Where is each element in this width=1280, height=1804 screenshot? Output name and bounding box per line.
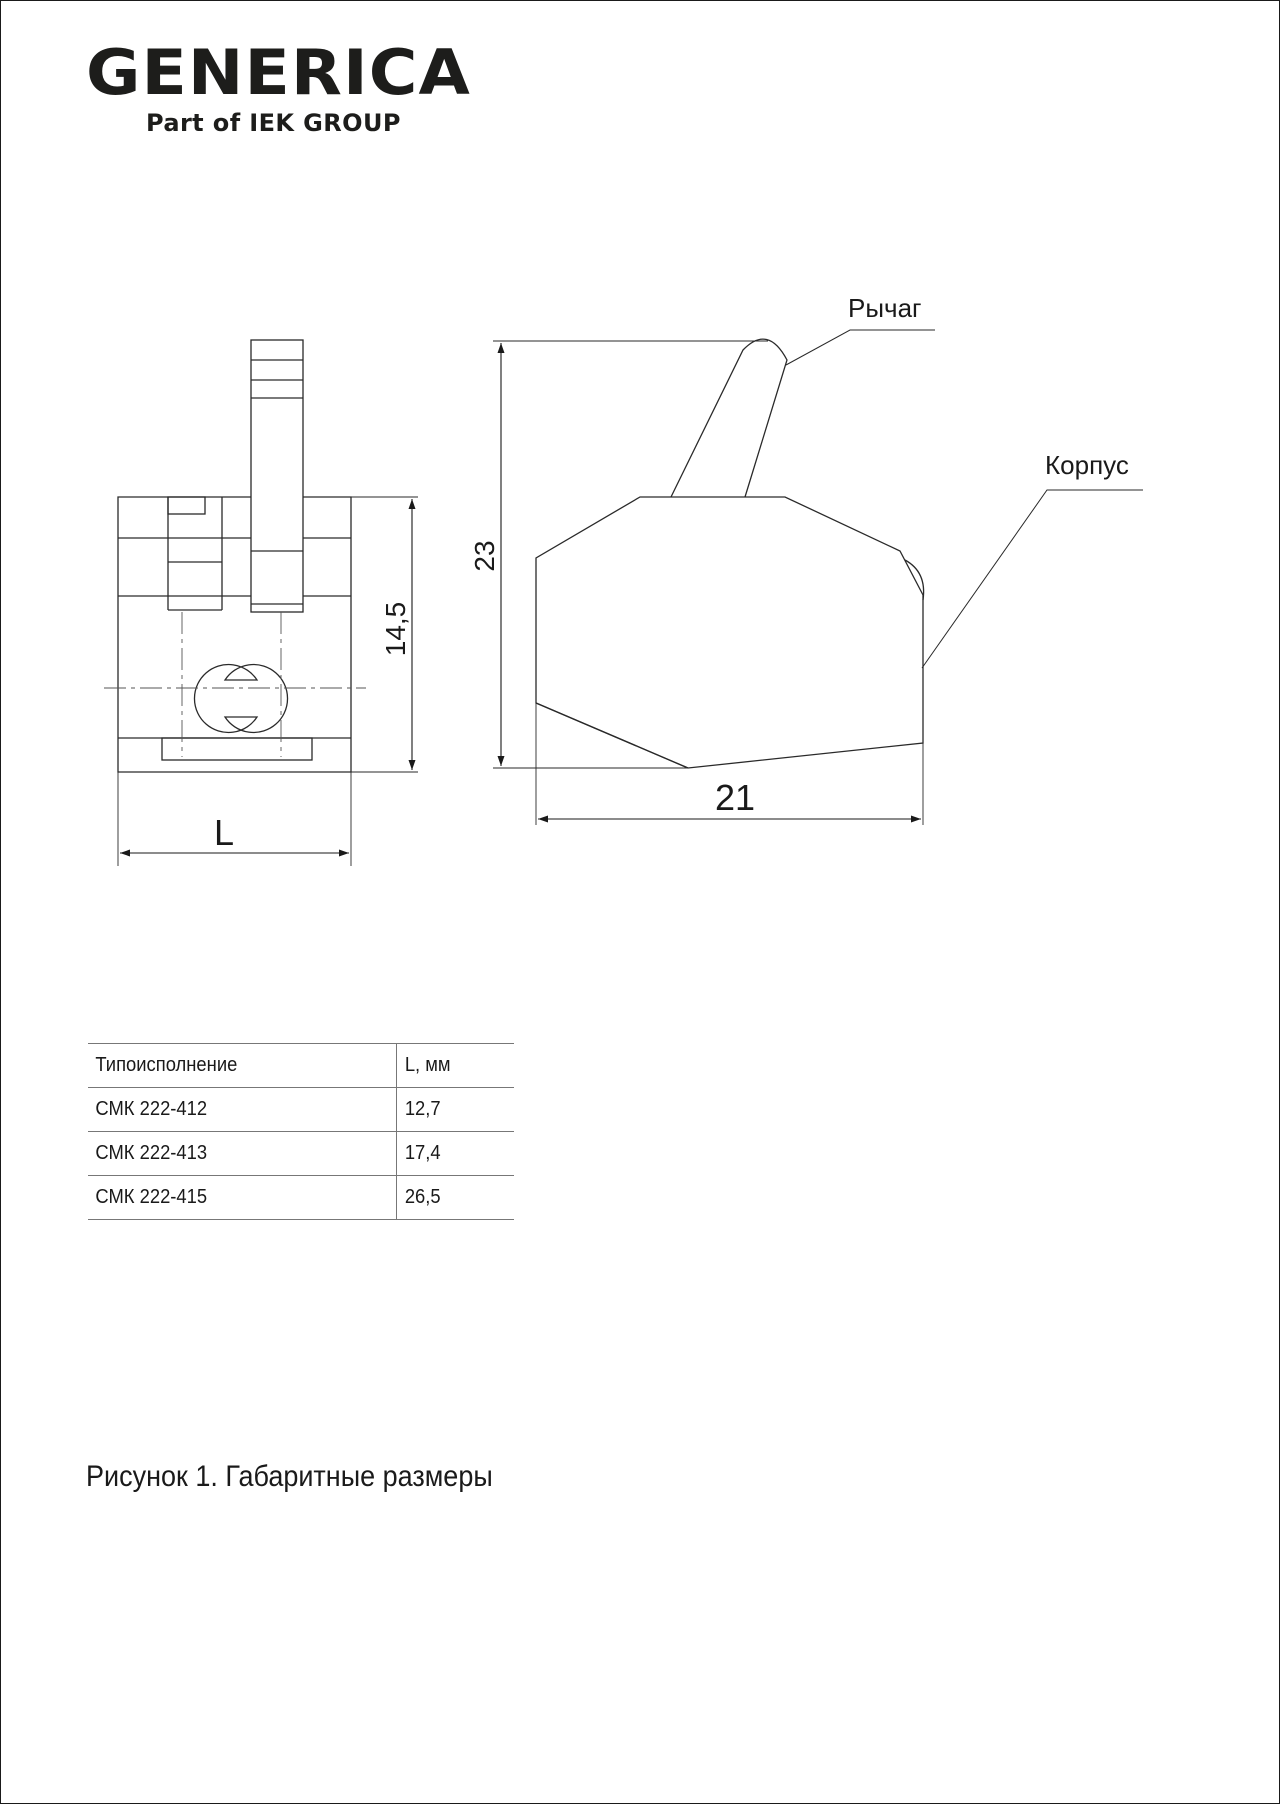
table-row: [88, 1132, 514, 1176]
side-lever: [671, 339, 787, 497]
table-cell-type: СМК 222-412: [88, 1088, 372, 1132]
spec-table: [88, 1043, 514, 1220]
front-lever: [251, 340, 303, 612]
side-width-label: 21: [714, 777, 756, 818]
side-view: [493, 330, 1143, 825]
front-view: [104, 340, 418, 866]
centre-lines: [104, 612, 366, 757]
body-leader-line: [922, 490, 1143, 668]
brand-tagline: Part of IEK GROUP: [146, 109, 401, 137]
side-height-label: 23: [469, 540, 500, 572]
table-cell-type: СМК 222-413: [88, 1132, 372, 1176]
table-cell-length: 12,7: [397, 1088, 505, 1132]
body-callout: Корпус: [1045, 450, 1129, 480]
table-cell-length: 26,5: [397, 1176, 505, 1220]
brand-name: GENERICA: [86, 36, 471, 109]
front-height-label: 14,5: [380, 601, 411, 657]
table-cell-length: 17,4: [397, 1132, 505, 1176]
table-cell-type: СМК 222-415: [88, 1176, 372, 1220]
front-body: [118, 497, 351, 772]
cable-opening: [194, 664, 287, 732]
table-header-row: [88, 1044, 514, 1088]
table-header-length: L, мм: [397, 1044, 505, 1088]
lever-callout: Рычаг: [848, 293, 922, 323]
lever-leader-line: [786, 330, 935, 365]
front-width-label: L: [213, 812, 235, 853]
table-row: [88, 1176, 514, 1220]
table-row: [88, 1088, 514, 1132]
figure-caption: Рисунок 1. Габаритные размеры: [86, 1460, 493, 1493]
table-header-type: Типоисполнение: [88, 1044, 372, 1088]
